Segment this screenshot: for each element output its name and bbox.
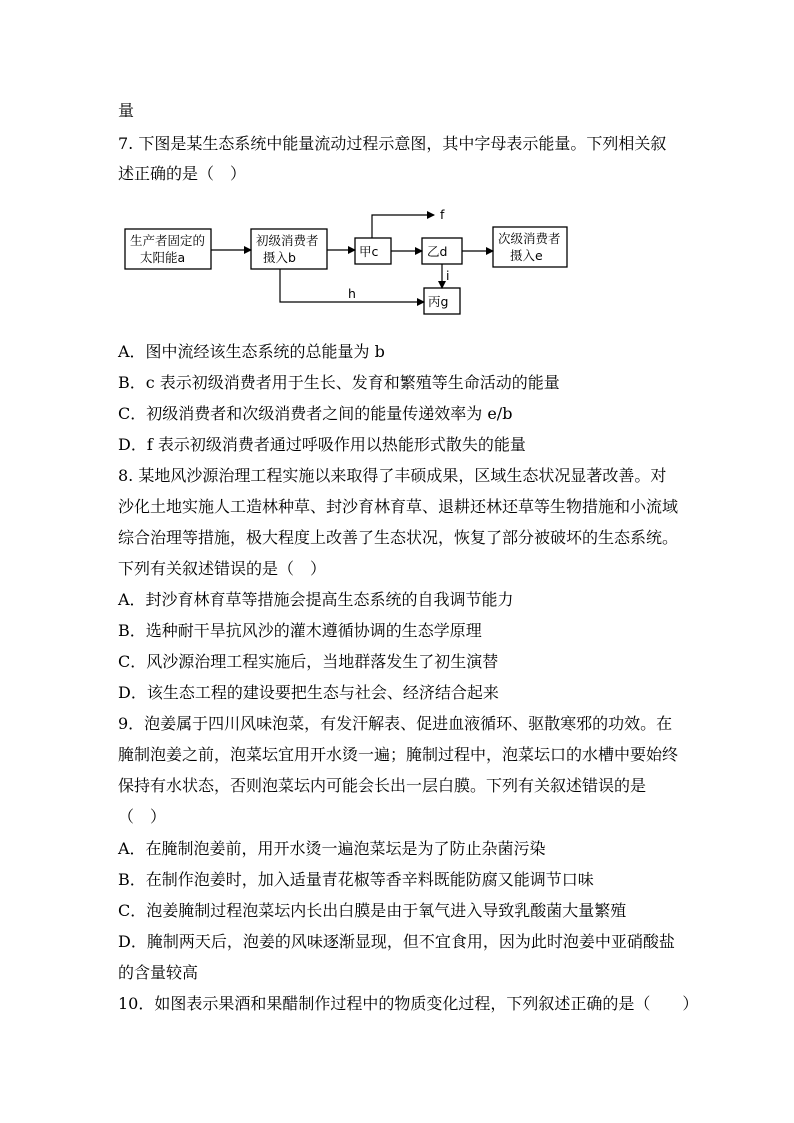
option-9a: A．在腌制泡姜前，用开水烫一遍泡菜坛是为了防止杂菌污染 [118,839,546,858]
energy-flow-diagram [118,200,588,325]
option-9c: C．泡姜腌制过程泡菜坛内长出白膜是由于氧气进入导致乳酸菌大量繁殖 [118,901,627,920]
question-9-stem: 9．泡姜属于四川风味泡菜，有发汗解表、促进血液循环、驱散寒邪的功效。在 [118,714,673,733]
secondary-label-1: 次级消费者 [498,231,561,246]
text-line: 量 [118,101,135,120]
option-9d: D．腌制两天后，泡姜的风味逐渐显现，但不宜食用，因为此时泡姜中亚硝酸盐 [118,932,675,951]
option-7b: B．c 表示初级消费者用于生长、发育和繁殖等生命活动的能量 [118,373,560,392]
label-h: h [348,286,356,301]
question-7-stem: 述正确的是（ ） [118,164,247,183]
option-8d: D．该生态工程的建设要把生态与社会、经济结合起来 [118,683,499,702]
question-7-stem: 7. 下图是某生态系统中能量流动过程示意图，其中字母表示能量。下列相关叙 [118,134,667,153]
option-9d: 的含量较高 [118,963,199,982]
question-8-stem: 沙化土地实施人工造林种草、封沙育林育草、退耕还林还草等生物措施和小流域 [118,497,679,516]
bing-label: 丙g [428,294,449,309]
question-8-stem: 下列有关叙述错误的是（ ） [118,559,327,578]
option-8a: A．封沙育林育草等措施会提高生态系统的自我调节能力 [118,590,514,609]
primary-label-2: 摄入b [263,250,296,265]
producer-label-2: 太阳能a [140,250,186,265]
option-7c: C．初级消费者和次级消费者之间的能量传递效率为 e/b [118,404,513,423]
question-9-stem: （ ） [118,807,167,826]
jia-label: 甲c [359,244,379,259]
label-i: i [446,268,450,283]
question-8-stem: 8. 某地风沙源治理工程实施以来取得了丰硕成果，区域生态状况显著改善。对 [118,466,667,485]
yi-label: 乙d [427,244,448,259]
question-10-stem: 10．如图表示果酒和果醋制作过程中的物质变化过程，下列叙述正确的是（ ） [118,994,699,1013]
option-7d: D．f 表示初级消费者通过呼吸作用以热能形式散失的能量 [118,435,526,454]
option-9b: B．在制作泡姜时，加入适量青花椒等香辛料既能防腐又能调节口味 [118,870,594,889]
question-8-stem: 综合治理等措施，极大程度上改善了生态状况，恢复了部分被破坏的生态系统。 [118,528,679,547]
option-8c: C．风沙源治理工程实施后，当地群落发生了初生演替 [118,652,499,671]
question-9-stem: 保持有水状态，否则泡菜坛内可能会长出一层白膜。下列有关叙述错误的是 [118,776,647,795]
option-7a: A．图中流经该生态系统的总能量为 b [118,342,385,361]
producer-label-1: 生产者固定的 [130,233,206,248]
arrow-to-f [372,215,434,238]
energy-flow-svg [118,200,588,325]
primary-label-1: 初级消费者 [256,233,319,248]
label-f: f [440,207,445,222]
question-9-stem: 腌制泡姜之前，泡菜坛宜用开水烫一遍；腌制过程中，泡菜坛口的水槽中要始终 [118,745,679,764]
secondary-label-2: 摄入e [510,248,543,263]
option-8b: B．选种耐干旱抗风沙的灌木遵循协调的生态学原理 [118,621,482,640]
